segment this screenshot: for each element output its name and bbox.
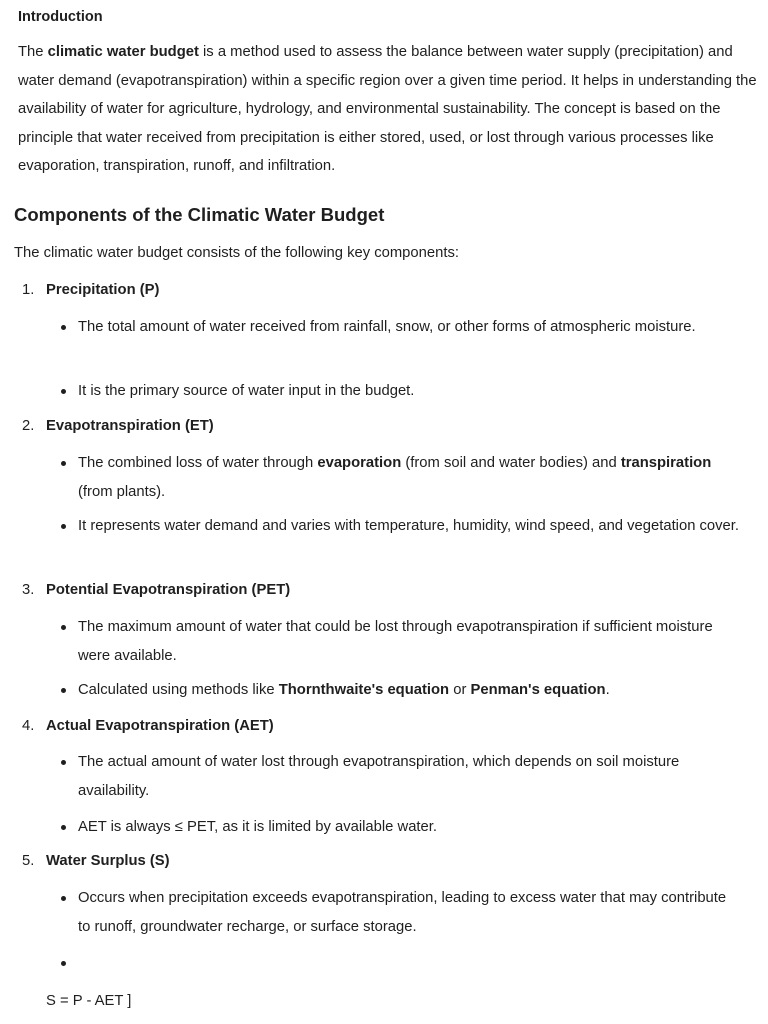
bullet-text-segment: It is the primary source of water input in the budget. <box>78 383 415 399</box>
intro-text-2: is a method used to assess the balance between water supply (precipitation) and water demand (evapotranspiration) within a specific region over a given time period. It helps in understanding the availability of water for agriculture, hydrology, and environmental sustainability. The concept is based on the principle that water received from precipitation is either stored, used, or lost through various processes like evaporation, transpiration, runoff, and infiltration. <box>18 44 757 174</box>
bullet-text-segment: The combined loss of water through <box>78 455 318 471</box>
list-item-title <box>22 582 290 598</box>
bullet-bold-term: Thornthwaite's equation <box>278 682 450 698</box>
list-item-number: 4. <box>22 718 35 734</box>
bullet-text-segment: . <box>605 682 610 698</box>
list-item-title <box>22 282 159 298</box>
list-item-number: 3. <box>22 582 35 598</box>
bullet-item <box>60 313 740 342</box>
bullet-text-segment: The maximum amount of water that could be lost through evapotranspiration if sufficient moisture were available. <box>78 619 713 664</box>
list-item-number: 2. <box>22 418 35 434</box>
bullet-text <box>78 813 740 842</box>
list-item-heading: Potential Evapotranspiration (PET) <box>46 582 291 598</box>
intro-heading: Introduction <box>18 9 103 25</box>
bullet-item <box>60 512 740 541</box>
bullet-bold-term: Penman's equation <box>470 682 606 698</box>
bullet-text-segment: (from plants). <box>78 483 166 500</box>
bullet-item <box>60 449 740 506</box>
bullet-item <box>60 884 740 941</box>
bullet-text <box>78 748 740 805</box>
list-item-heading: Water Surplus (S) <box>46 853 170 869</box>
list-item-title <box>22 418 214 434</box>
bullet-text <box>78 884 740 941</box>
section-title: Components of the Climatic Water Budget <box>14 204 385 225</box>
list-item-title <box>22 718 274 734</box>
intro-bold-term: climatic water budget <box>47 44 199 60</box>
bullet-item <box>60 676 740 705</box>
bullet-text-segment: AET is always ≤ PET, as it is limited by available water. <box>78 819 437 835</box>
formula: S = P - AET ] <box>46 993 132 1009</box>
bullet-text <box>78 676 740 705</box>
bullet-item <box>60 377 740 406</box>
bullet-text <box>78 313 740 342</box>
bullet-text-segment: Calculated using methods like <box>78 682 279 698</box>
bullet-item <box>60 613 740 670</box>
list-item-heading: Precipitation (P) <box>46 282 160 298</box>
bullet-bold-term: evaporation <box>317 455 402 471</box>
list-item-number: 1. <box>22 282 35 298</box>
list-item-title <box>22 853 170 869</box>
list-item-number: 5. <box>22 853 35 869</box>
intro-text-1: The <box>18 44 48 60</box>
bullet-text <box>78 377 740 406</box>
bullet-text-segment: The total amount of water received from rainfall, snow, or other forms of atmospheric moisture. <box>78 319 696 335</box>
bullet-text-segment: Occurs when precipitation exceeds evapotranspiration, leading to excess water that may contribute to runoff, groundwater recharge, or surface storage. <box>78 890 727 935</box>
bullet-text-segment: The actual amount of water lost through evapotranspiration, which depends on soil moisture availability. <box>78 754 680 799</box>
list-item-heading: Evapotranspiration (ET) <box>46 418 214 434</box>
bullet-text-segment: (from soil and water bodies) and <box>401 455 621 471</box>
bullet-text-segment: It represents water demand and varies with temperature, humidity, wind speed, and vegetation cover. <box>78 518 740 534</box>
bullet-item <box>60 748 740 805</box>
bullet-text <box>78 613 740 670</box>
bullet-bold-term: transpiration <box>620 455 712 471</box>
intro-paragraph <box>18 38 758 181</box>
bullet-item <box>60 813 740 842</box>
section-intro: The climatic water budget consists of the following key components: <box>14 245 459 261</box>
list-item-heading: Actual Evapotranspiration (AET) <box>46 718 274 734</box>
bullet-text-segment: or <box>449 682 471 698</box>
bullet-text <box>78 449 740 506</box>
bullet-text <box>78 512 740 541</box>
